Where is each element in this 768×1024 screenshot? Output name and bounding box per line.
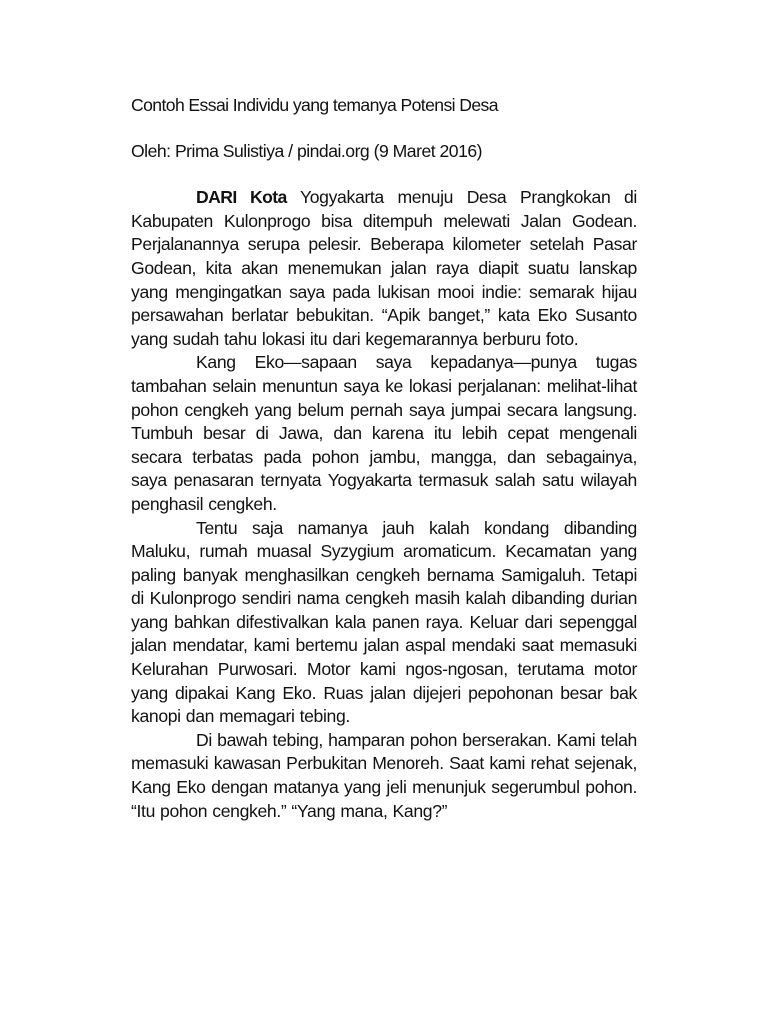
paragraph-4: [131, 729, 637, 823]
document-page: [131, 94, 637, 823]
paragraph-text: Di bawah tebing, hamparan pohon berserakan. Kami telah memasuki kawasan Perbukitan Menoreh. Saat kami rehat sejenak, Kang Eko dengan matanya yang jeli menunjuk segerumbul pohon. “Itu pohon cengkeh.” “Yang mana, Kang?”: [131, 729, 637, 821]
paragraph-2: [131, 351, 637, 516]
paragraph-text: Yogyakarta menuju Desa Prangkokan di Kabupaten Kulonprogo bisa ditempuh melewati Jalan Godean. Perjalanannya serupa pelesir. Beberapa kilometer setelah Pasar Godean, kita akan menemukan jalan raya diapit suatu lanskap yang mengingatkan saya pada lukisan mooi indie: semarak hijau persawahan berlatar bebukitan. “Apik banget,” kata Eko Susanto yang sudah tahu lokasi itu dari kegemarannya berburu foto.: [131, 187, 637, 349]
document-byline: Oleh: Prima Sulistiya / pindai.org (9 Maret 2016): [131, 140, 482, 161]
document-title: Contoh Essai Individu yang temanya Potensi Desa: [131, 95, 498, 115]
paragraph-text: Kang Eko—sapaan saya kepadanya—punya tugas tambahan selain menuntun saya ke lokasi perjalanan: melihat-lihat pohon cengkeh yang belum pernah saya jumpai secara langsung. Tumbuh besar di Jawa, dan karena itu lebih cepat mengenali secara terbatas pada pohon jambu, mangga, dan sebagainya, saya penasaran ternyata Yogyakarta termasuk salah satu wilayah penghasil cengkeh.: [131, 352, 637, 514]
paragraph-lead: DARI Kota: [196, 187, 287, 208]
paragraph-text: Tentu saja namanya jauh kalah kondang dibanding Maluku, rumah muasal Syzygium aromaticum. Kecamatan yang paling banyak menghasilkan cengkeh bernama Samigaluh. Tetapi di Kulonprogo sendiri nama cengkeh masih kalah dibanding durian yang bahkan difestivalkan kala panen raya. Keluar dari sepenggal jalan mendatar, kami bertemu jalan aspal mendaki saat memasuki Kelurahan Purwosari. Motor kami ngos-ngosan, terutama motor yang dipakai Kang Eko. Ruas jalan dijejeri pepohonan besar bak kanopi dan memagari tebing.: [131, 517, 637, 727]
document-body: [131, 186, 637, 823]
paragraph-1: [131, 186, 637, 351]
paragraph-3: [131, 517, 637, 729]
